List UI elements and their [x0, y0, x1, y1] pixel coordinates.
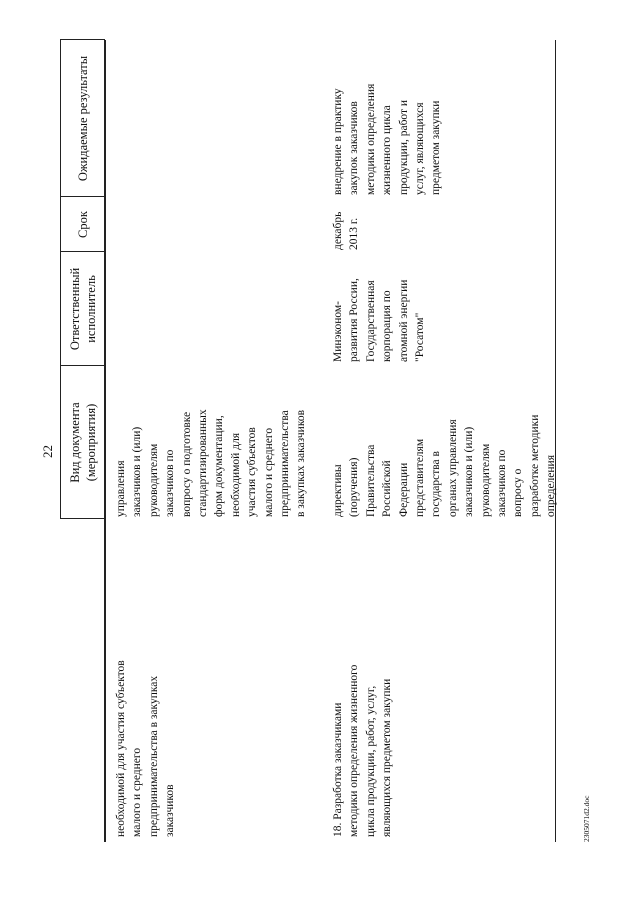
row2-deadline: декабрь 2013 г.	[332, 211, 361, 250]
page-number: 22	[40, 445, 55, 458]
header-responsible: Ответственный исполнитель	[68, 267, 98, 351]
row2-measure: 18. Разработка заказчиками методики определения жизненного цикла продукции, работ, услуг, являющихся предметом закупки	[332, 664, 394, 837]
header-expected-results: Ожидаемые результаты	[76, 55, 90, 182]
row2-doc-type: директивы (поручения) Правительства Российской Федерации представителям государства в органах управления заказчиков и (или) руководителям заказчиков по вопросу о разработке методики определения	[332, 414, 558, 517]
header-deadline: Срок	[76, 211, 90, 238]
footer-filename: 2305071d2.doc	[582, 795, 591, 842]
table-top-border-2	[105, 40, 106, 842]
row1-doc-type: управления заказчиков и (или) руководителям заказчиков по вопросу о подготовке стандартизированных форм документации, необходимой для участия субъектов малого и среднего предпринимательства в закупках заказчиков	[115, 409, 308, 517]
header-doc-type: Вид документа (мероприятия)	[68, 402, 98, 483]
row2-responsible: Минэконом- развития России, Государственная корпорация по атомной энергии "Росатом"	[332, 278, 427, 362]
row2-expected-result: внедрение в практику закупок заказчиков методики определения жизненного цикла продукции, работ и услуг, являющихся предметом закупки	[332, 83, 443, 195]
header-top-border	[60, 40, 61, 519]
row1-measure: необходимой для участия субъектов малого и среднего предпринимательства в закупках заказчиков	[115, 660, 177, 837]
